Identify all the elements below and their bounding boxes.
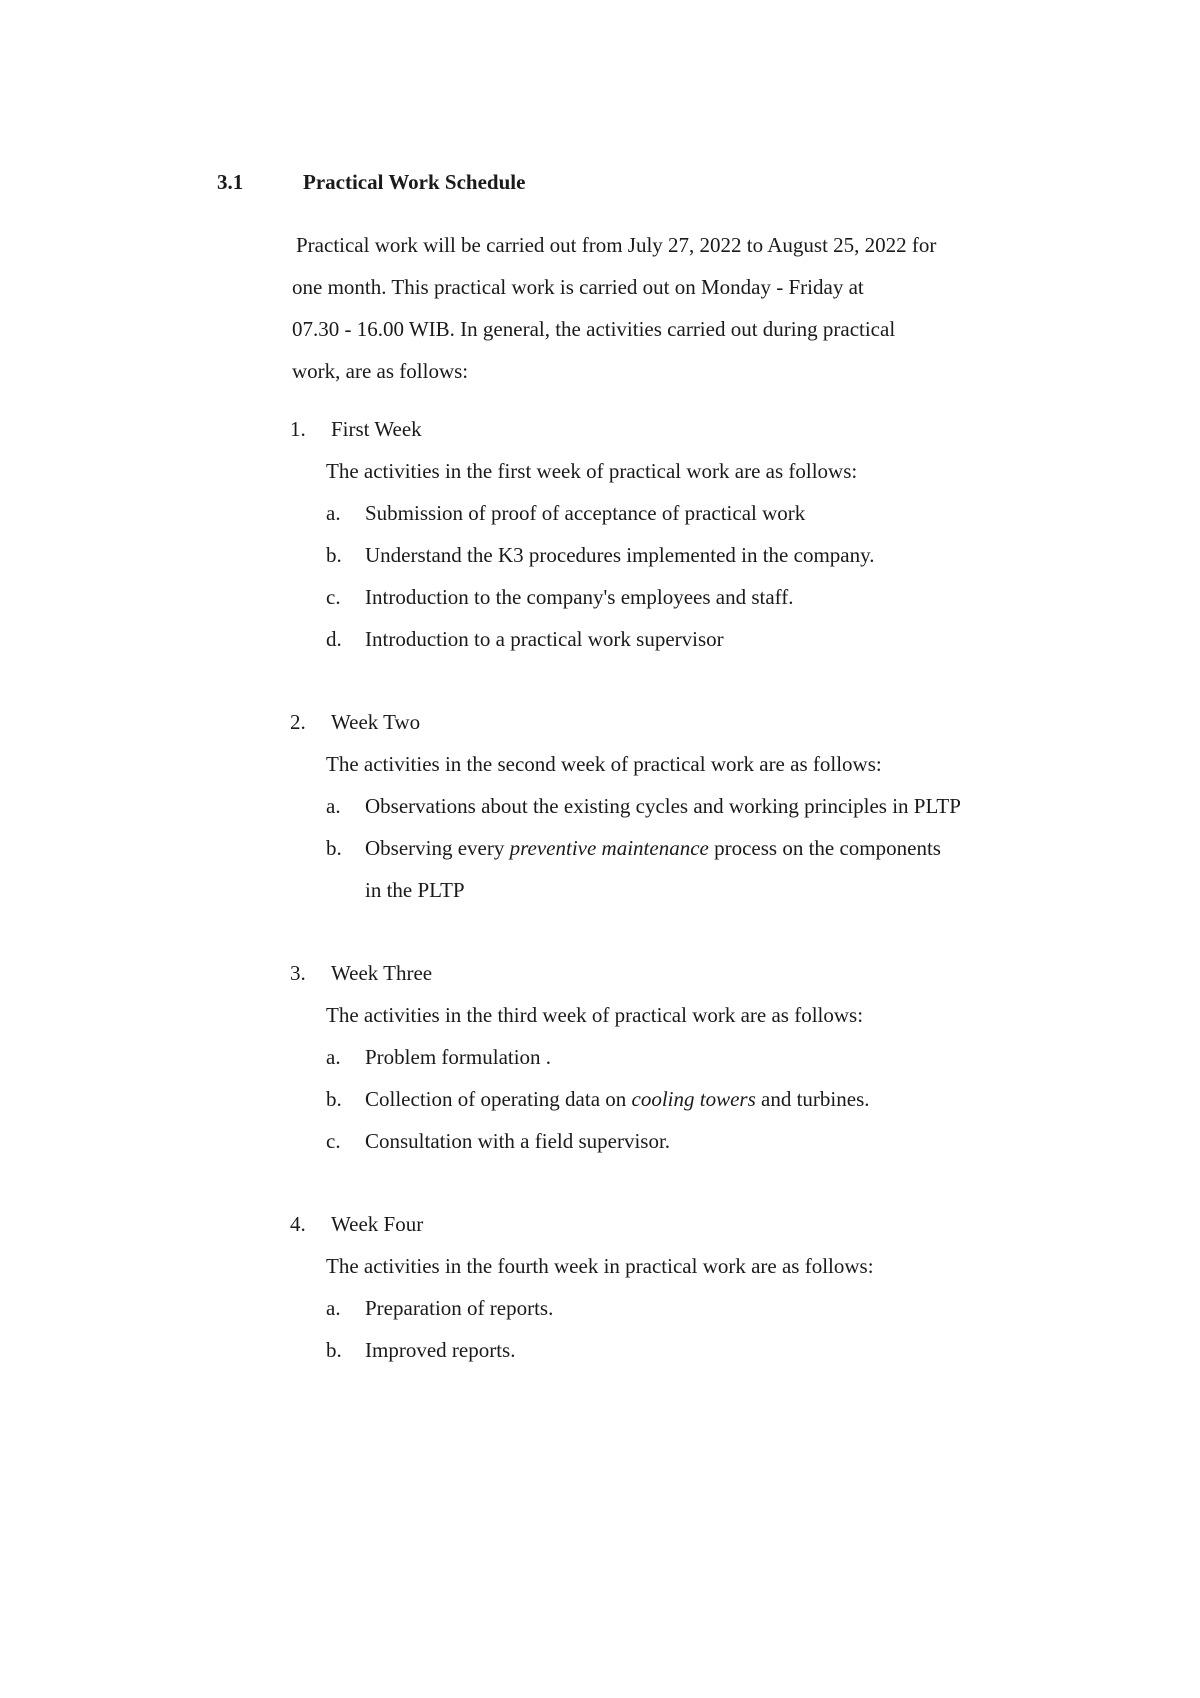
list-item	[326, 534, 1110, 576]
item-text-after: and turbines.	[755, 1087, 870, 1111]
week-title	[290, 701, 1110, 743]
item-letter: b.	[326, 1087, 342, 1111]
list-item	[326, 827, 1110, 911]
item-text-line	[365, 827, 1110, 869]
list-item	[326, 1078, 1110, 1120]
week-description: The activities in the first week of practical work are as follows:	[326, 459, 858, 483]
item-letter: d.	[326, 627, 342, 651]
item-text: Introduction to a practical work supervisor	[365, 627, 724, 651]
week-description: The activities in the third week of practical work are as follows:	[326, 1003, 864, 1027]
item-text: Improved reports.	[365, 1338, 516, 1362]
section-title: Practical Work Schedule	[303, 170, 526, 194]
intro-paragraph	[292, 224, 1092, 392]
item-text-italic: cooling towers	[631, 1087, 756, 1111]
week-section-2	[290, 701, 1110, 911]
item-text-after: process on the components	[708, 836, 941, 860]
list-item	[326, 576, 1110, 618]
item-text: Preparation of reports.	[365, 1296, 554, 1320]
item-letter: a.	[326, 1296, 341, 1320]
item-letter: a.	[326, 501, 341, 525]
item-text: Observations about the existing cycles and working principles in PLTP	[365, 794, 961, 818]
list-item	[326, 1120, 1110, 1162]
week-number: 2.	[290, 710, 306, 734]
intro-line: Practical work will be carried out from July 27, 2022 to August 25, 2022 for	[296, 233, 937, 257]
item-letter: a.	[326, 794, 341, 818]
item-letter: b.	[326, 543, 342, 567]
week-title-text: Week Two	[331, 710, 421, 734]
week-title-text: First Week	[331, 417, 422, 441]
list-item	[326, 1036, 1110, 1078]
week-number: 3.	[290, 961, 306, 985]
week-number: 4.	[290, 1212, 306, 1236]
intro-line: work, are as follows:	[292, 359, 469, 383]
week-title	[290, 952, 1110, 994]
item-text-italic: preventive maintenance	[509, 836, 709, 860]
intro-line: 07.30 - 16.00 WIB. In general, the activities carried out during practical	[292, 317, 896, 341]
week-title-text: Week Three	[331, 961, 433, 985]
item-text: Introduction to the company's employees and staff.	[365, 585, 794, 609]
activity-list	[326, 1036, 1110, 1162]
item-text: Consultation with a field supervisor.	[365, 1129, 671, 1153]
list-item	[326, 492, 1110, 534]
list-item	[326, 1329, 1110, 1371]
item-letter: a.	[326, 1045, 341, 1069]
week-title-text: Week Four	[331, 1212, 424, 1236]
section-number: 3.1	[217, 170, 244, 194]
item-text-line: in the PLTP	[365, 878, 465, 902]
week-title	[290, 1203, 1110, 1245]
item-text: Submission of proof of acceptance of practical work	[365, 501, 806, 525]
item-text	[365, 1078, 1110, 1120]
item-text: Problem formulation .	[365, 1045, 552, 1069]
activity-list	[326, 492, 1110, 660]
item-text: Understand the K3 procedures implemented in the company.	[365, 543, 875, 567]
activity-list	[326, 1287, 1110, 1371]
section-heading	[217, 170, 525, 195]
item-letter: b.	[326, 836, 342, 860]
activity-list	[326, 785, 1110, 911]
week-description: The activities in the second week of practical work are as follows:	[326, 752, 882, 776]
item-letter: c.	[326, 585, 341, 609]
week-section-4	[290, 1203, 1110, 1371]
list-item	[326, 618, 1110, 660]
list-item	[326, 785, 1110, 827]
week-description: The activities in the fourth week in practical work are as follows:	[326, 1254, 874, 1278]
item-text-before: Observing every	[365, 836, 510, 860]
item-text-before: Collection of operating data on	[365, 1087, 632, 1111]
item-text	[365, 827, 1110, 911]
week-number: 1.	[290, 417, 306, 441]
week-section-3	[290, 952, 1110, 1162]
list-item	[326, 1287, 1110, 1329]
intro-line: one month. This practical work is carried out on Monday - Friday at	[292, 275, 864, 299]
week-section-1	[290, 408, 1110, 660]
week-title	[290, 408, 1110, 450]
item-letter: c.	[326, 1129, 341, 1153]
item-letter: b.	[326, 1338, 342, 1362]
